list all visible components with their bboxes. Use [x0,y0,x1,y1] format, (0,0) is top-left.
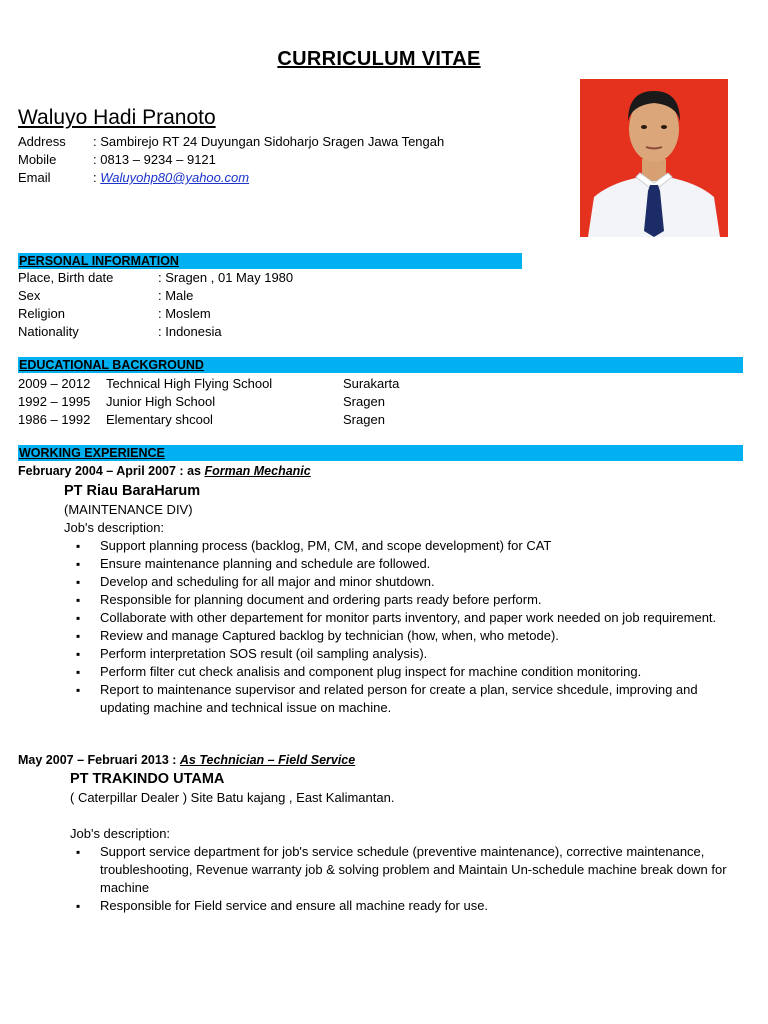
contact-prefix: : [93,170,101,185]
email-link[interactable]: Waluyohp80@yahoo.com [100,170,250,185]
education-years: 2009 – 2012 [18,376,91,391]
education-list [18,375,399,429]
profile-photo [580,79,728,237]
personal-value: : Moslem [158,306,211,321]
education-years: 1992 – 1995 [18,394,91,409]
job-period-text: May 2007 – Februari 2013 : [18,753,180,767]
company-name: PT TRAKINDO UTAMA [70,771,225,787]
list-item: ▪ Collaborate with other departement for monitor parts inventory, and paper work needed on job requirement. [68,609,740,627]
personal-label: Religion [18,306,65,321]
person-portrait-icon [580,79,728,237]
contact-label: Email [18,170,51,185]
personal-row [18,269,293,287]
job-period [18,462,311,480]
education-row [18,393,399,411]
job-role: As Technician – Field Service [179,753,356,767]
job-period [18,751,355,769]
education-school: Junior High School [106,394,216,409]
job-duties-list [68,843,740,915]
contact-mobile [18,151,216,169]
job-description-label: Job's description: [70,826,171,841]
contact-label: Address [18,134,66,149]
contact-label: Mobile [18,152,57,167]
personal-value: : Sragen , 01 May 1980 [158,270,294,285]
list-item: ▪ Perform interpretation SOS result (oil sampling analysis). [68,645,740,663]
education-years: 1986 – 1992 [18,412,91,427]
list-item: ▪ Report to maintenance supervisor and related person for create a plan, service shcedule, improving and updating machine and technical issue on machine. [68,681,740,717]
contact-value: : Sambirejo RT 24 Duyungan Sidoharjo Sragen Jawa Tengah [93,134,445,149]
personal-value: : Male [158,288,194,303]
list-item: ▪ Responsible for Field service and ensure all machine ready for use. [68,897,740,915]
personal-value: : Indonesia [158,324,222,339]
job-role: Forman Mechanic [204,464,311,478]
education-city: Sragen [343,394,385,409]
contact-value: : 0813 – 9234 – 9121 [93,152,216,167]
personal-row [18,323,293,341]
education-school: Technical High Flying School [106,376,273,391]
list-item: ▪ Develop and scheduling for all major and minor shutdown. [68,573,740,591]
contact-address [18,133,444,151]
personal-info-list [18,269,293,341]
education-row [18,375,399,393]
job-description-label: Job's description: [64,520,165,535]
document-title: CURRICULUM VITAE [277,48,481,70]
education-city: Surakarta [343,376,400,391]
job-period-text: February 2004 – April 2007 : as [18,464,205,478]
list-item: ▪ Perform filter cut check analisis and component plug inspect for machine condition monitoring. [68,663,740,681]
education-row [18,411,399,429]
contact-email [18,169,249,187]
job-duties-list [68,537,740,717]
company-name: PT Riau BaraHarum [64,483,201,499]
section-personal-information: PERSONAL INFORMATION [18,253,522,269]
personal-label: Sex [18,288,41,303]
section-educational-background: EDUCATIONAL BACKGROUND [18,357,743,373]
section-working-experience: WORKING EXPERIENCE [18,445,743,461]
personal-row [18,287,293,305]
company-division: ( Caterpillar Dealer ) Site Batu kajang , East Kalimantan. [70,790,395,805]
personal-label: Nationality [18,324,79,339]
list-item: ▪ Ensure maintenance planning and schedule are followed. [68,555,740,573]
education-city: Sragen [343,412,385,427]
list-item: ▪ Support planning process (backlog, PM, CM, and scope development) for CAT [68,537,740,555]
list-item: ▪ Support service department for job's service schedule (preventive maintenance), corrective maintenance, troubleshooting, Revenue warranty job & solving problem and Maintain Un-schedule machine break down for machine [68,843,740,897]
education-school: Elementary shcool [106,412,213,427]
candidate-name: Waluyo Hadi Pranoto [18,106,216,129]
personal-label: Place, Birth date [18,270,114,285]
company-division: (MAINTENANCE DIV) [64,502,193,517]
personal-row [18,305,293,323]
list-item: ▪ Responsible for planning document and ordering parts ready before perform. [68,591,740,609]
list-item: ▪ Review and manage Captured backlog by technician (how, when, who metode). [68,627,740,645]
